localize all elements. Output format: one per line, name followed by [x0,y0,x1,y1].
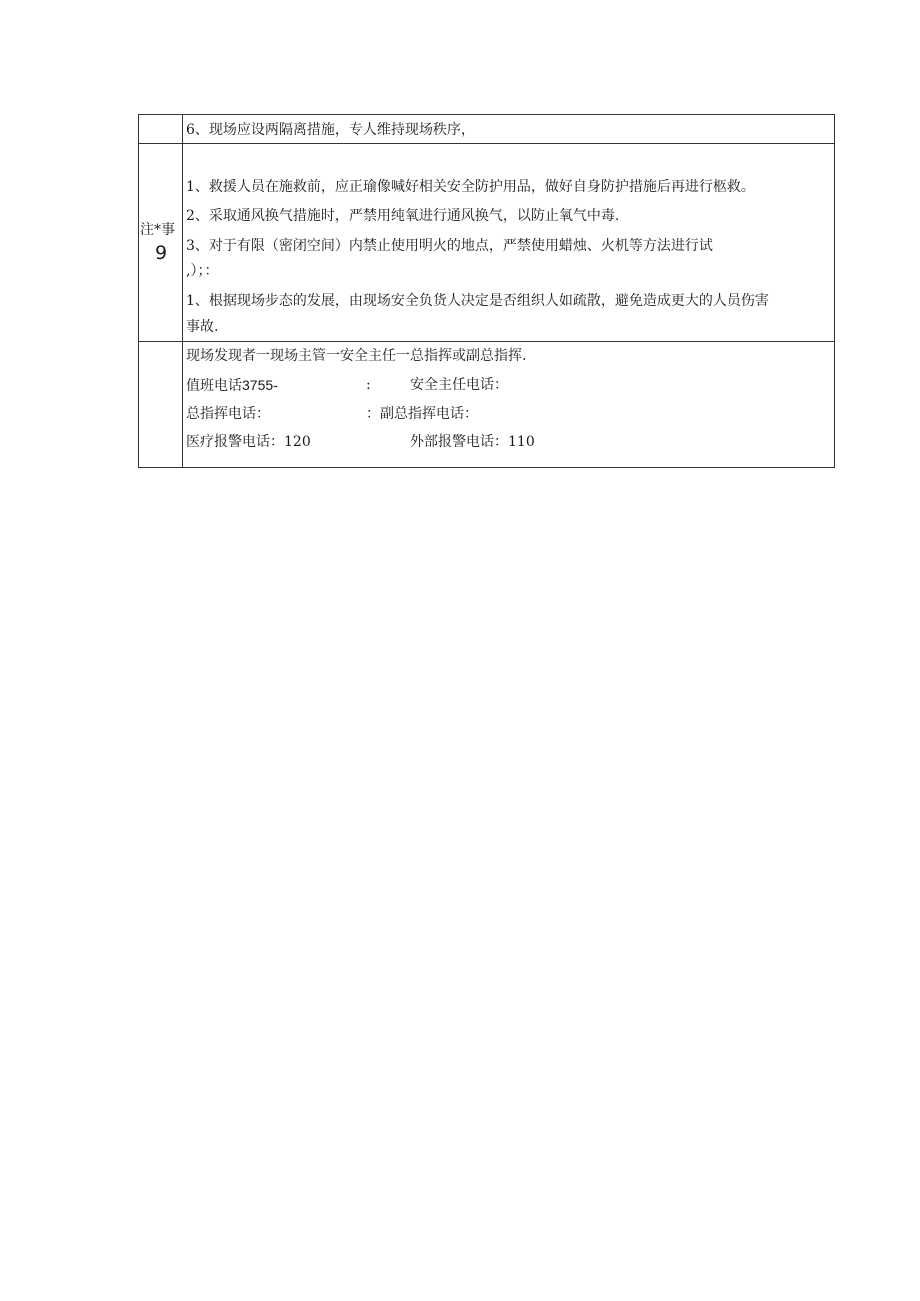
note-line-4: ,）；： [186,263,219,279]
commander-phone: 总指挥电话： [186,406,270,422]
notes-number: 9 [155,242,168,264]
external-alarm-phone: 外部报警电话：110 [410,434,535,450]
row1-content-cell [183,115,835,144]
table-row-notes [139,144,835,342]
note-line-1: 1、救援人员在施救前，应正瑜像喊好相关安全防护用品，做好自身防护措施后再进行柩救。 [186,179,755,195]
measure-6-text: 6、现场应设两隔离措施，专人维持现场秩序， [186,122,475,138]
deputy-commander-phone: ：副总指挥电话： [366,406,478,422]
notes-label: 注*事 [140,222,175,238]
contacts-content-cell [183,342,835,468]
safety-director-phone: 安全主任电话： [410,377,508,393]
notes-label-cell [139,144,183,342]
duty-phone: 值班电话3755- [186,377,278,393]
note-line-6: 事故. [186,319,219,335]
contacts-label-cell [139,342,183,468]
separator-1: : [366,377,371,393]
note-line-3: 3、对于有限（密闭空间）内禁止使用明火的地点，严禁使用蜡烛、火机等方法进行试 [186,238,713,254]
medical-alarm-phone: 医疗报警电话：120 [186,434,311,450]
notes-content-cell [183,144,835,342]
note-line-2: 2、采取通风换气措施时，严禁用纯氧进行通风换气，以防止氧气中毒. [186,208,620,224]
table-row-measures [139,115,835,144]
row1-label-cell [139,115,183,144]
emergency-table [138,114,835,468]
table-row-contacts [139,342,835,468]
report-chain-text: 现场发现者一现场主管一安全主任一总指挥或副总指挥. [186,348,527,364]
note-line-5: 1、根据现场步态的发展，由现场安全负货人决定是否组织人如疏散，避免造成更大的人员伤害 [186,293,769,309]
